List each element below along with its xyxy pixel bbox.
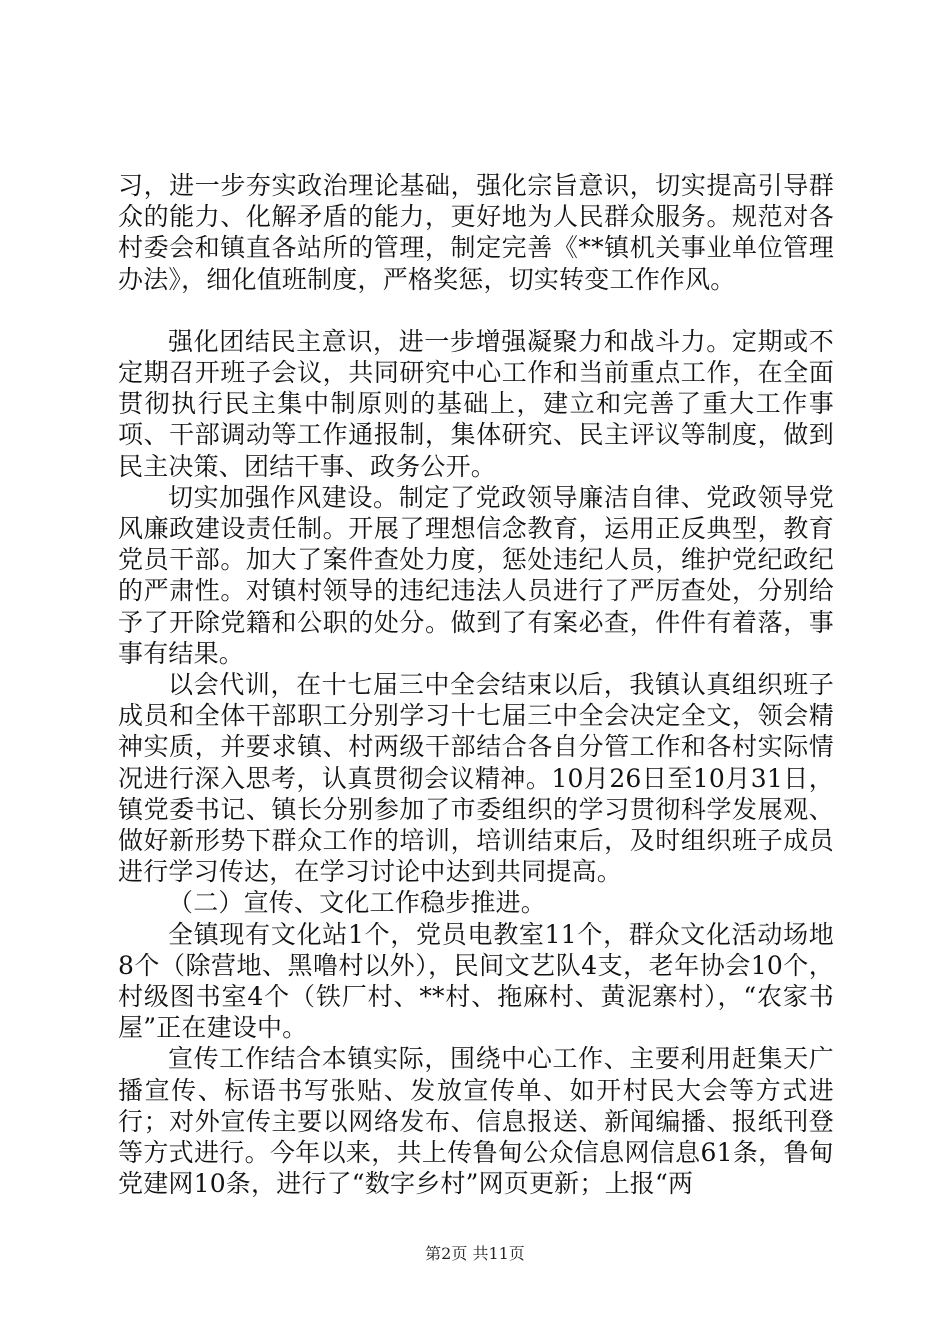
paragraph-2: 强化团结民主意识，进一步增强凝聚力和战斗力。定期或不定期召开班子会议，共同研究中心工作和当前重点工作，在全面贯彻执行民主集中制原则的基础上，建立和完善了重大工作事项、干部调动等工作通报制，集体研究、民主评议等制度，做到民主决策、团结干事、政务公开。: [118, 326, 834, 481]
page-footer: 第2页 共11页: [425, 1244, 525, 1263]
paragraph-1: 习，进一步夯实政治理论基础，强化宗旨意识，切实提高引导群众的能力、化解矛盾的能力，更好地为人民群众服务。规范对各村委会和镇直各站所的管理，制定完善《**镇机关事业单位管理办法》，细化值班制度，严格奖惩，切实转变工作作风。: [118, 171, 834, 294]
paragraph-3: 切实加强作风建设。制定了党政领导廉洁自律、党政领导党风廉政建设责任制。开展了理想信念教育，运用正反典型，教育党员干部。加大了案件查处力度，惩处违纪人员，维护党纪政纪的严肃性。对镇村领导的违纪违法人员进行了严厉查处，分别给予了开除党籍和公职的处分。做到了有案必查，件件有着落，事事有结果。: [118, 482, 834, 668]
paragraph-6: 宣传工作结合本镇实际，围绕中心工作、主要利用赶集天广播宣传、标语书写张贴、发放宣传单、如开村民大会等方式进行；对外宣传主要以网络发布、信息报送、新闻编播、报纸刊登等方式进行。今年以来，共上传鲁甸公众信息网信息61条，鲁甸党建网10条，进行了“数字乡村”网页更新；上报“两: [118, 1044, 834, 1199]
paragraph-gap: [118, 295, 834, 326]
paragraph-4: 以会代训，在十七届三中全会结束以后，我镇认真组织班子成员和全体干部职工分别学习十七届三中全会决定全文，领会精神实质，并要求镇、村两级干部结合各自分管工作和各村实际情况进行深入思考，认真贯彻会议精神。10月26日至10月31日，镇党委书记、镇长分别参加了市委组织的学习贯彻科学发展观、做好新形势下群众工作的培训，培训结束后，及时组织班子成员进行学习传达，在学习讨论中达到共同提高。: [118, 670, 834, 887]
paragraph-5: 全镇现有文化站1个，党员电教室11个，群众文化活动场地8个（除营地、黑噜村以外），民间文艺队4支，老年协会10个，村级图书室4个（铁厂村、**村、拖麻村、黄泥寨村），“农家书屋”正在建设中。: [118, 919, 834, 1043]
document-body: [118, 170, 834, 1200]
section-heading: （二）宣传、文化工作稳步推进。: [168, 888, 547, 918]
